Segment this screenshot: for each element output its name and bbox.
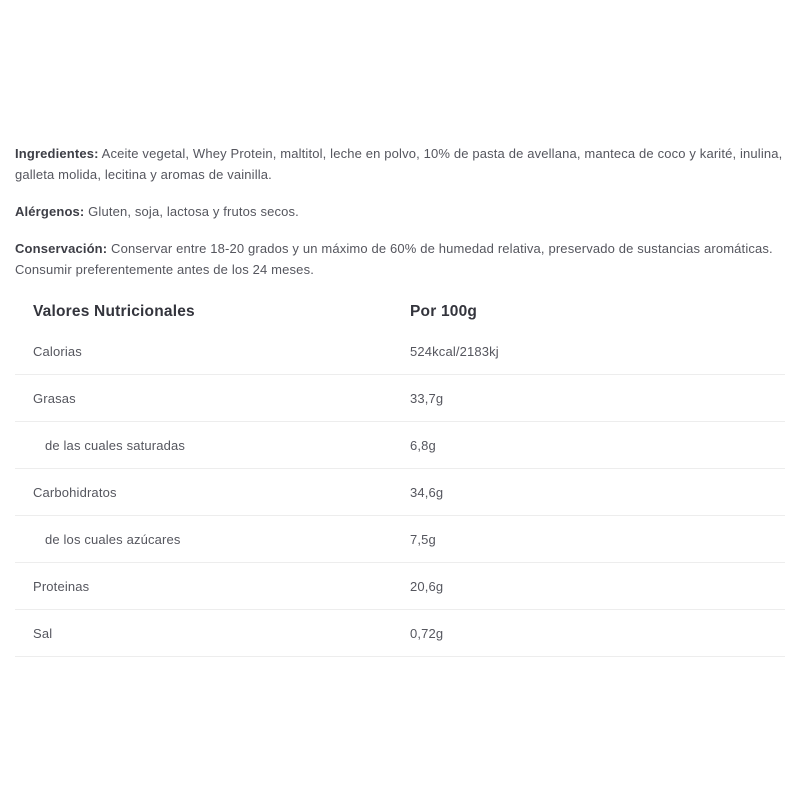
nutrient-name: Calorias <box>33 343 82 359</box>
nutrition-row <box>15 328 785 375</box>
allergens-paragraph <box>15 201 785 222</box>
nutrition-table-body <box>15 328 785 657</box>
ingredients-text: Aceite vegetal, Whey Protein, maltitol, leche en polvo, 10% de pasta de avellana, manteca de coco y karité, inulina, galleta molida, lecitina y aromas de vainilla. <box>15 146 783 182</box>
nutrient-value: 524kcal/2183kj <box>410 343 499 359</box>
nutrient-name: de los cuales azúcares <box>45 531 181 547</box>
nutrition-row <box>15 375 785 422</box>
nutrient-name: Grasas <box>33 390 76 406</box>
nutrition-header-per-100g: Por 100g <box>410 303 478 320</box>
nutrient-value: 20,6g <box>410 578 444 594</box>
nutrient-name: Proteinas <box>33 578 90 594</box>
nutrient-value: 0,72g <box>410 625 444 641</box>
conservation-paragraph <box>15 238 785 280</box>
nutrition-row <box>15 422 785 469</box>
nutrition-table <box>15 296 785 657</box>
conservation-label: Conservación: <box>15 241 108 256</box>
nutrition-row <box>15 516 785 563</box>
ingredients-paragraph <box>15 143 785 185</box>
nutrition-row <box>15 563 785 610</box>
nutrient-value: 7,5g <box>410 531 436 547</box>
conservation-text: Conservar entre 18-20 grados y un máximo de 60% de humedad relativa, preservado de sustancias aromáticas. Consumir preferentemente antes de los 24 meses. <box>15 241 773 277</box>
nutrient-value: 33,7g <box>410 390 444 406</box>
nutrition-row <box>15 610 785 657</box>
nutrient-name: de las cuales saturadas <box>45 437 186 453</box>
nutrient-name: Sal <box>33 625 53 641</box>
info-paragraphs <box>15 143 785 280</box>
nutrition-table-header <box>15 296 785 328</box>
allergens-label: Alérgenos: <box>15 204 85 219</box>
nutrition-row <box>15 469 785 516</box>
nutrient-value: 6,8g <box>410 437 436 453</box>
nutrient-value: 34,6g <box>410 484 444 500</box>
ingredients-label: Ingredientes: <box>15 146 99 161</box>
nutrient-name: Carbohidratos <box>33 484 117 500</box>
nutrition-header-title: Valores Nutricionales <box>33 303 195 320</box>
allergens-text: Gluten, soja, lactosa y frutos secos. <box>88 204 299 219</box>
